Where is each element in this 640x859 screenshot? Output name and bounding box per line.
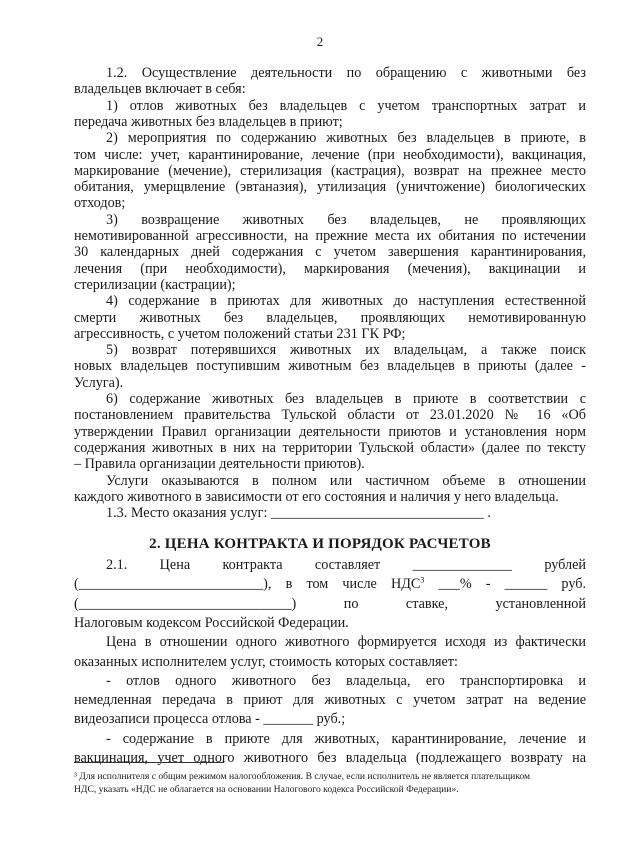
text-line: обитания, умерщвление (эвтаназия), утилизация (уничтожение) биологических: [74, 179, 586, 196]
footnote-ref: 3: [420, 575, 425, 585]
text-line: 5) возврат потерявшихся животных их владельцам, а также поиск: [106, 342, 586, 359]
text-line: агрессивность, с учетом положений статьи 231 ГК РФ;: [74, 325, 406, 342]
text-line: маркирование (мечение), стерилизация (кастрация), возврат на прежнее место: [74, 162, 586, 179]
text-line: оказанных исполнителем услуг, стоимость которых составляет:: [74, 653, 458, 670]
text-line: 1) отлов животных без владельцев с учетом транспортных затрат и: [106, 97, 586, 114]
text-line: 2) мероприятия по содержанию животных без владельцев в приюте, в: [106, 130, 586, 147]
text-line: содержания животных в них на территории Тульской области» (далее по тексту: [74, 439, 586, 456]
text-line: - отлов одного животного без владельца, его транспортировка и: [106, 672, 586, 689]
text-line: 3) возвращение животных без владельцев, не проявляющих: [106, 211, 586, 228]
text-line: 1.2. Осуществление деятельности по обращению с животными без: [106, 65, 586, 81]
text-line: - содержание в приюте для животных, карантинирование, лечение и: [106, 730, 586, 747]
text-line: 30 календарных дней содержания с учетом завершения карантинирования,: [74, 244, 586, 261]
text-line: (__________________________), в том числе НДС$^3$ ___% - ______ руб.: [74, 575, 586, 593]
text-line: лечения (при необходимости), маркирования (мечения), вакцинации и: [74, 260, 586, 277]
text-line: передача животных без владельцев в приют;: [74, 113, 343, 130]
page-number: 2: [316, 34, 324, 49]
text-line: вакцинация, учет одного животного без владельца (подлежащего возврату на: [74, 750, 586, 766]
text-line: 1.3. Место оказания услуг: ______________________________ .: [106, 505, 491, 522]
text-line: каждого животного в зависимости от его состояния и наличия у него владельца.: [74, 488, 559, 505]
text-line: отходов;: [74, 195, 126, 212]
section-2-heading: 2. ЦЕНА КОНТРАКТА И ПОРЯДОК РАСЧЕТОВ: [149, 536, 491, 552]
text-line: 6) содержание животных без владельцев в приюте в соответствии с: [106, 391, 586, 407]
text-line: 2.1. Цена контракта составляет ______________ рублей: [106, 557, 586, 573]
text-line: Налоговым кодексом Российской Федерации.: [74, 614, 349, 631]
text-line: немедленная передача в приют для животных с учетом затрат на ведение: [74, 692, 586, 709]
text-line: немотивированной агрессивности, на прежние места их обитания по истечении: [74, 228, 586, 244]
footnote-divider: [74, 762, 224, 763]
text-line: смерти животных без владельцев, проявляющих немотивированную: [74, 309, 586, 326]
text-line: новых владельцев поступившим животным без владельцев в приюты (далее -: [74, 358, 586, 375]
text-line: Услуга).: [74, 374, 124, 391]
text-line: стерилизации (кастрации);: [74, 276, 236, 293]
footnote-line: ³ Для исполнителя с общим режимом налогообложения. В случае, если исполнитель не является плательщиком: [74, 771, 531, 782]
text-line: том числе: учет, карантинирование, лечение (при необходимости), вакцинация,: [74, 146, 586, 163]
text-line: Цена в отношении одного животного формируется исходя из фактически: [106, 634, 586, 651]
text-line: Услуги оказываются в полном или частичном объеме в отношении: [106, 472, 586, 489]
text-line: – Правила организации деятельности приютов).: [74, 456, 365, 473]
text-line: (______________________________) по ставке, установленной: [74, 595, 586, 612]
text-line: утверждении Правил организации деятельности приютов и установления норм: [74, 423, 586, 440]
text-line: постановлением правительства Тульской области от 23.01.2020 № 16 «Об: [74, 407, 586, 424]
footnote-line: НДС, указать «НДС не облагается на основании Налогового кодекса Российской Федерации».: [74, 784, 459, 795]
text-line: 4) содержание в приютах для животных до наступления естественной: [106, 293, 586, 310]
text-line: видеозаписи процесса отлова - _______ руб.;: [74, 711, 346, 728]
text-line: владельцев включает в себя:: [74, 81, 246, 98]
